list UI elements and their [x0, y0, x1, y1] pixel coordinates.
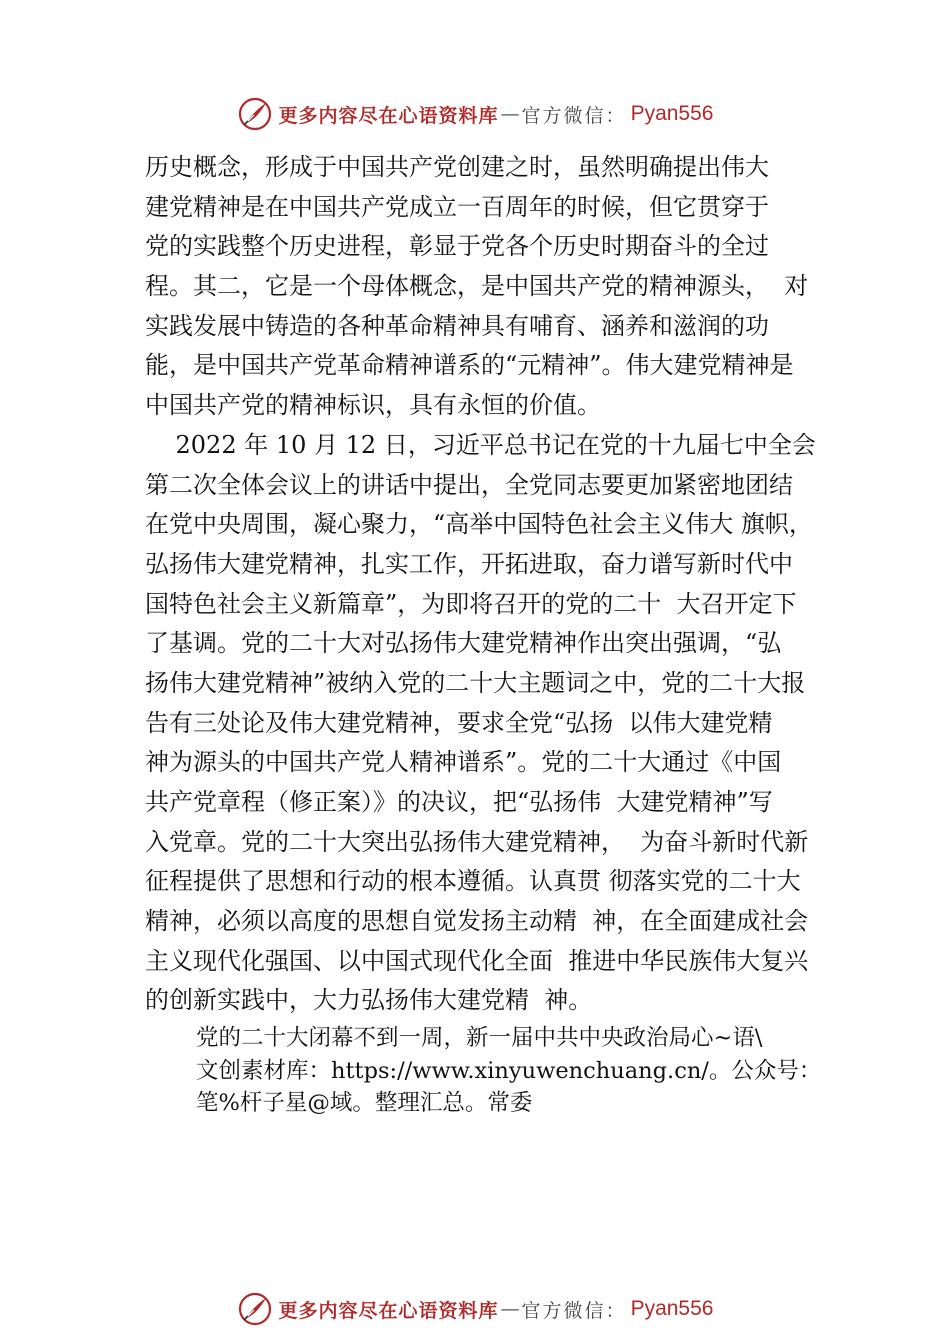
- body-line: 共产党章程（修正案）》的决议，把“弘扬伟 大建党精神”写: [145, 788, 773, 816]
- body-line: 能，是中国共产党革命精神谱系的“元精神”。伟大建党精神是: [145, 351, 794, 380]
- body-line: 入党章。党的二十大突出弘扬伟大建党精神， 为奋斗新时代新: [145, 827, 809, 856]
- body-line: 弘扬伟大建党精神，扎实工作，开拓进取，奋力谱写新时代中: [145, 549, 793, 578]
- body-line: 中国共产党的精神标识，具有永恒的价值。: [145, 391, 601, 420]
- body-line: 的创新实践中，大力弘扬伟大建党精 神。: [145, 986, 593, 1015]
- body-line: 党的实践整个历史进程，彰显于党各个历史时期奋斗的全过: [145, 232, 769, 261]
- note-line: 笔%杆子星@域。整理汇总。常委: [196, 1090, 533, 1116]
- body-line: 第二次全体会议上的讲话中提出，全党同志要更加紧密地团结: [145, 470, 793, 499]
- body-line: 告有三处论及伟大建党精神，要求全党“弘扬 以伟大建党精: [145, 708, 773, 737]
- banner-slogan: 更多内容尽在心语资料库: [278, 104, 499, 127]
- banner-wechat-id: Pyan556: [630, 102, 714, 125]
- body-line: 了基调。党的二十大对弘扬伟大建党精神作出突出强调，“弘: [145, 629, 782, 658]
- banner-wechat-label: 官方微信：: [521, 1299, 627, 1322]
- body-line: 2022 年 10 月 12 日，习近平总书记在党的十九届七中全会: [145, 430, 816, 459]
- body-line: 主义现代化强国、以中国式现代化全面 推进中华民族伟大复兴: [145, 946, 809, 975]
- document-body: [145, 148, 835, 1021]
- banner-wechat-id: Pyan556: [630, 1297, 714, 1320]
- body-line: 历史概念，形成于中国共产党创建之时，虽然明确提出伟大: [145, 153, 769, 181]
- banner-separator: —: [500, 103, 520, 125]
- body-line: 在党中央周围，凝心聚力，“高举中国特色社会主义伟大 旗帜，: [145, 510, 813, 539]
- body-line: 程。其二，它是一个母体概念，是中国共产党的精神源头， 对: [145, 272, 809, 301]
- quill-pen-logo-icon: [237, 1291, 273, 1327]
- banner-wechat-label: 官方微信：: [521, 104, 627, 127]
- quill-pen-logo-icon: [237, 96, 273, 132]
- body-line: 神为源头的中国共产党人精神谱系”。党的二十大通过《中国: [145, 748, 782, 777]
- source-note: [196, 1022, 856, 1120]
- body-line: 国特色社会主义新篇章”，为即将召开的党的二十 大召开定下: [145, 589, 797, 618]
- body-line: 实践发展中铸造的各种革命精神具有哺育、涵养和滋润的功: [145, 311, 769, 340]
- body-line: 扬伟大建党精神”被纳入党的二十大主题词之中，党的二十大报: [145, 668, 806, 697]
- note-line: 党的二十大闭幕不到一周，新一届中共中央政治局心~语\: [196, 1025, 763, 1051]
- body-line: 征程提供了思想和行动的根本遵循。认真贯 彻落实党的二十大: [145, 867, 801, 896]
- footer-banner: [0, 1287, 950, 1331]
- note-line: 文创素材库：https://www.xinyuwenchuang.cn/。公众号：: [196, 1057, 822, 1084]
- banner-slogan: 更多内容尽在心语资料库: [278, 1299, 499, 1322]
- body-line: 精神，必须以高度的思想自觉发扬主动精 神，在全面建成社会: [145, 907, 809, 936]
- body-line: 建党精神是在中国共产党成立一百周年的时候，但它贯穿于: [145, 192, 769, 221]
- header-banner: [0, 92, 950, 136]
- banner-separator: —: [500, 1298, 520, 1320]
